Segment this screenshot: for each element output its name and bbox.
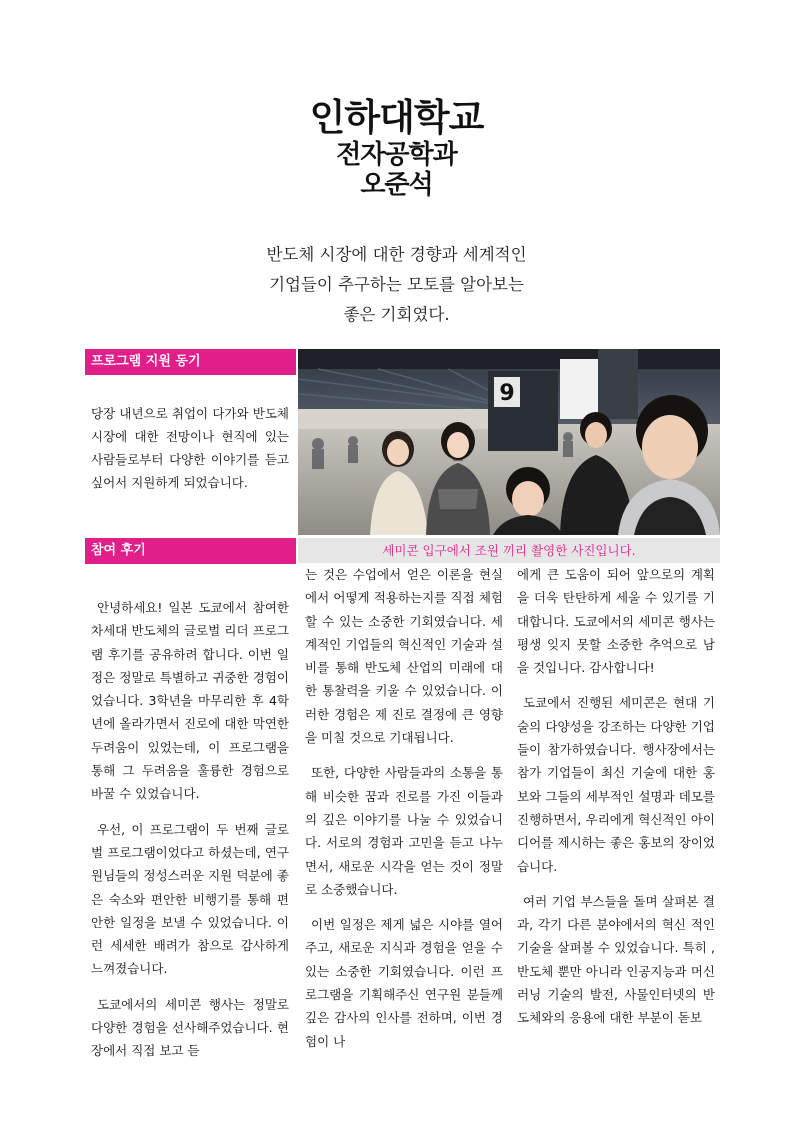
tagline	[0, 240, 793, 330]
tagline-line: 좋은 기회였다.	[343, 305, 450, 324]
review-column-2	[305, 563, 503, 1065]
review-paragraph: 도쿄에서의 세미콘 행사는 정말로 다양한 경험을 선사해주었습니다. 현장에서 직접 보고 듣	[91, 996, 289, 1059]
review-paragraph: 도쿄에서 진행된 세미콘은 현대 기술의 다양성을 강조하는 다양한 기업들이 참가하였습니다. 행사장에서는 참가 기업들이 최신 기술에 대한 홍보와 그들의 세부적인 설명과 데모를 진행하면서, 우리에게 혁신적인 아이디어를 제시하는 좋은 홍보의 장이었습니다.	[517, 695, 715, 874]
motive-section-title: 프로그램 지원 동기	[85, 349, 296, 375]
review-paragraph: 이번 일정은 제게 넓은 시야를 열어주고, 새로운 지식과 경험을 얻을 수 있는 소중한 기회였습니다. 이런 프로그램을 기획해주신 연구원 분들께 깊은 감사의 인사를 전하며, 이번 경험이 나	[305, 917, 503, 1049]
tagline-line: 기업들이 추구하는 모토를 알아보는	[269, 275, 524, 294]
review-column-3	[517, 563, 715, 1042]
group-photo-illustration	[298, 349, 720, 535]
tagline-line: 반도체 시장에 대한 경향과 세계적인	[266, 245, 527, 264]
review-paragraph: 안녕하세요! 일본 도쿄에서 참여한 차세대 반도체의 글로벌 리더 프로그램 후기를 공유하려 합니다. 이번 일정은 정말로 특별하고 귀중한 경험이었습니다. 3학년을 마무리한 후 4학년에 올라가면서 진로에 대한 막연한 두려움이 있었는데, 이 프로그램을 통해 그 두려움을 훌륭한 경험으로 바꿀 수 있었습니다.	[91, 600, 289, 802]
page-header	[0, 96, 793, 200]
review-column-1	[91, 596, 289, 1075]
photo-caption: 세미콘 입구에서 조원 끼리 촬영한 사진입니다.	[298, 538, 720, 563]
review-paragraph: 에게 큰 도움이 되어 앞으로의 계획을 더욱 탄탄하게 세울 수 있기를 기대합니다. 도쿄에서의 세미콘 행사는 평생 잊지 못할 소중한 추억으로 남을 것입니다. 감사합니다!	[517, 567, 715, 676]
review-paragraph: 여러 기업 부스들을 돌며 살펴본 결과, 각기 다른 분야에서의 혁신 적인 기술을 살펴볼 수 있었습니다. 특히 , 반도체 뿐만 아니라 인공지능과 머신러닝 기술의 발전, 사물인터넷의 반도체와의 응용에 대한 부분이 돋보	[517, 893, 715, 1026]
gate-sign-number: 9	[499, 381, 515, 406]
review-paragraph: 는 것은 수업에서 얻은 이론을 현실에서 어떻게 적용하는지를 직접 체험할 수 있는 소중한 기회였습니다. 세계적인 기업들의 혁신적인 기술과 설비를 통해 반도체 산업의 미래에 대한 통찰력을 키울 수 있었습니다. 이러한 경험은 제 진로 결정에 큰 영향을 미칠 것으로 기대됩니다.	[305, 567, 503, 746]
group-photo	[298, 349, 720, 535]
school-name: 인하대학교	[309, 96, 484, 139]
motive-text: 당장 내년으로 취업이 다가와 반도체 시장에 대한 전망이나 현직에 있는 사람들로부터 다양한 이야기를 듣고 싶어서 지원하게 되었습니다.	[91, 406, 289, 490]
department-name: 전자공학과	[336, 140, 457, 170]
review-paragraph: 우선, 이 프로그램이 두 번째 글로벌 프로그램이었다고 하셨는데, 연구원님들의 정성스러운 지원 덕분에 좋은 숙소와 편안한 비행기를 통해 편안한 일정을 보낼 수 있었습니다. 이런 세세한 배려가 참으로 감사하게 느껴졌습니다.	[91, 821, 289, 977]
author-name: 오준석	[360, 170, 433, 200]
review-paragraph: 또한, 다양한 사람들과의 소통을 통해 비슷한 꿈과 진로를 가진 이들과의 깊은 이야기를 나눌 수 있었습니다. 서로의 경험과 고민을 듣고 나누면서, 새로운 시각을 얻는 것이 정말로 소중했습니다.	[305, 765, 503, 897]
review-section-title: 참여 후기	[85, 538, 296, 564]
